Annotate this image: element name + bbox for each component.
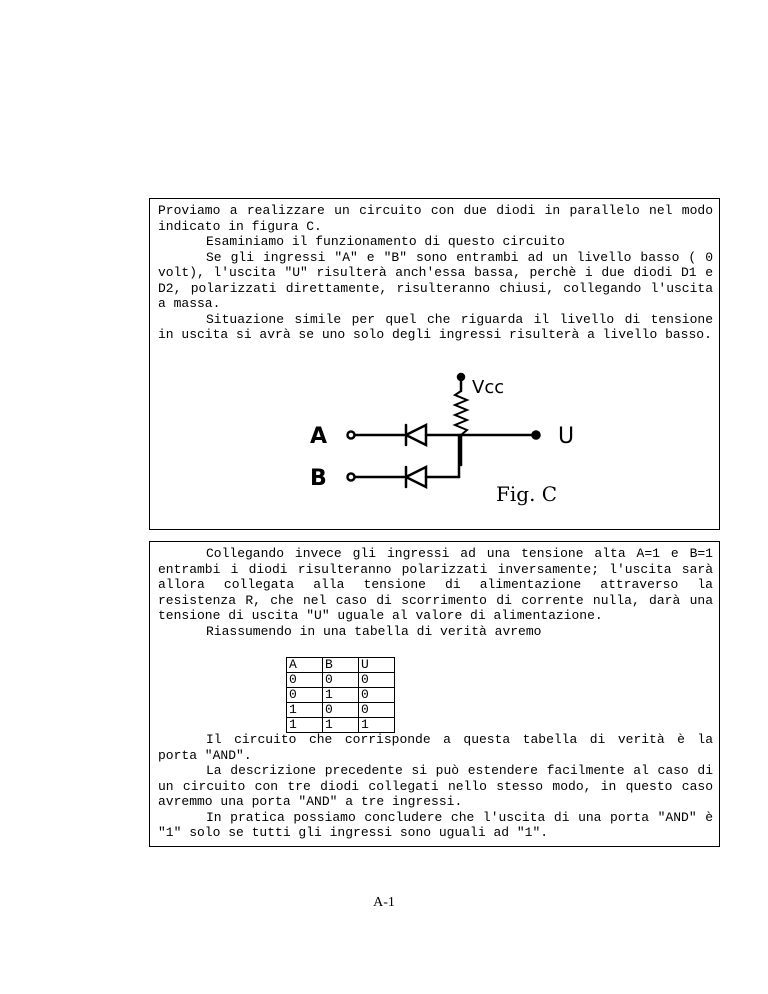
paragraph: Situazione simile per quel che riguarda il livello di tensione in uscita si avrà se uno solo degli ingressi risulterà a livello basso. bbox=[158, 311, 713, 342]
page-number: A-1 bbox=[373, 895, 395, 910]
table-cell: 1 bbox=[287, 703, 323, 718]
paragraph: In pratica possiamo concludere che l'uscita di una porta "AND" è "1" solo se tutti gli ingressi sono uguali ad "1". bbox=[158, 809, 713, 840]
table-cell: 1 bbox=[359, 718, 395, 733]
text-box-2 bbox=[149, 541, 720, 847]
paragraph: Il circuito che corrisponde a questa tabella di verità è la porta "AND". bbox=[158, 732, 713, 763]
table-cell: 0 bbox=[323, 673, 359, 688]
table-cell: 0 bbox=[359, 673, 395, 688]
paragraph: Riassumendo in una tabella di verità avremo bbox=[206, 623, 542, 639]
table-cell: 0 bbox=[287, 688, 323, 703]
truth-table bbox=[286, 657, 395, 733]
diode-d1-icon bbox=[406, 425, 426, 445]
table-cell: 0 bbox=[323, 703, 359, 718]
paragraph: La descrizione precedente si può estendere facilmente al caso di un circuito con tre diodi collegati nello stesso modo, in questo caso avremmo una porta "AND" a tre ingressi. bbox=[158, 763, 713, 809]
table-row bbox=[287, 688, 395, 703]
input-a-terminal-icon bbox=[348, 432, 355, 439]
table-cell: 1 bbox=[323, 718, 359, 733]
diode-d2-icon bbox=[406, 467, 426, 487]
paragraph-group-1 bbox=[158, 203, 713, 343]
table-header-cell: U bbox=[359, 658, 395, 673]
table-row bbox=[287, 703, 395, 718]
text-box-1 bbox=[149, 198, 720, 530]
table-row bbox=[287, 673, 395, 688]
paragraph-group-2 bbox=[158, 546, 713, 639]
paragraph: Esaminiamo il funzionamento di questo circuito bbox=[206, 234, 565, 249]
paragraph: Se gli ingressi "A" e "B" sono entrambi ad un livello basso ( 0 volt), l'uscita "U" risulterà anch'essa bassa, perchè i due diodi D1 e D2, polarizzati direttamente, risulteranno chiusi, collegando l'uscita a massa. bbox=[158, 249, 713, 311]
input-b-terminal-icon bbox=[348, 474, 355, 481]
table-header-cell: B bbox=[323, 658, 359, 673]
table-row bbox=[287, 718, 395, 733]
table-cell: 0 bbox=[359, 703, 395, 718]
paragraph: Proviamo a realizzare un circuito con due diodi in parallelo nel modo indicato in figura C. bbox=[158, 203, 713, 234]
table-cell: 0 bbox=[359, 688, 395, 703]
output-u-label: U bbox=[558, 424, 575, 449]
input-a-label: A bbox=[310, 424, 328, 449]
resistor-icon bbox=[455, 391, 467, 435]
paragraph-group-3 bbox=[158, 732, 713, 841]
figure-caption: Fig. C bbox=[496, 482, 558, 506]
table-cell: 0 bbox=[287, 673, 323, 688]
table-row bbox=[287, 658, 395, 673]
circuit-figure-c bbox=[296, 369, 586, 519]
table-cell: 1 bbox=[287, 718, 323, 733]
vcc-label: Vcc bbox=[472, 377, 505, 398]
output-u-terminal-icon bbox=[533, 432, 540, 439]
table-cell: 1 bbox=[323, 688, 359, 703]
paragraph: Collegando invece gli ingressi ad una tensione alta A=1 e B=1 entrambi i diodi risulteranno polarizzati inversamente; l'uscita sarà allora collegata alla tensione di alimentazione attraverso la resistenza R, che nel caso di scorrimento di corrente nulla, darà una tensione di uscita "U" uguale al valore di alimentazione. bbox=[158, 546, 713, 623]
input-b-label: B bbox=[310, 466, 327, 491]
table-header-cell: A bbox=[287, 658, 323, 673]
